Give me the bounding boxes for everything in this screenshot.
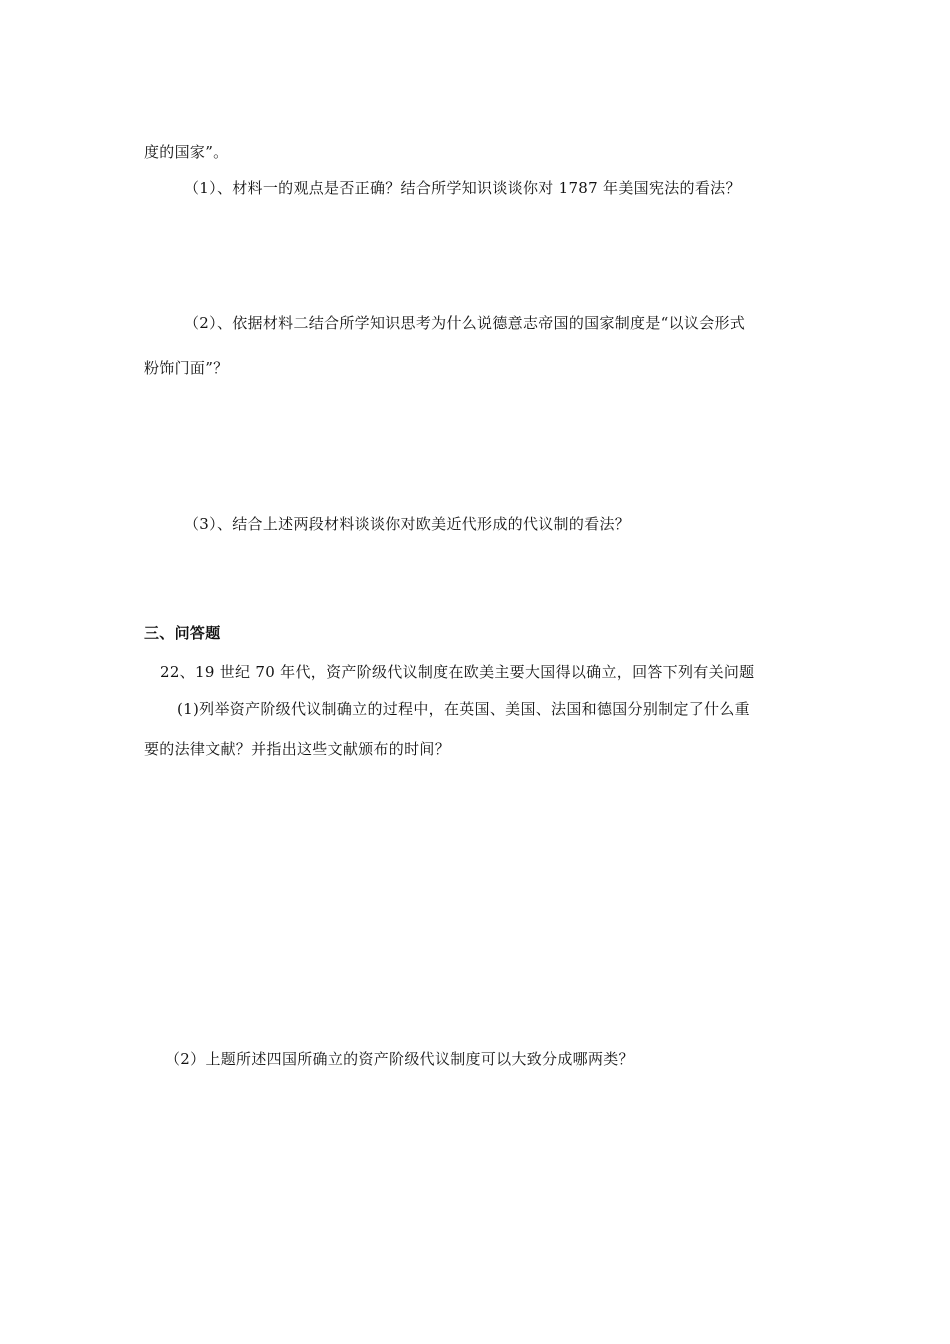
question-2-text: （2）、依据材料二结合所学知识思考为什么说德意志帝国的国家制度是“以议会形式 — [184, 314, 746, 332]
question-1-text: （1）、材料一的观点是否正确？结合所学知识谈谈你对 1787 年美国宪法的看法？ — [184, 179, 741, 197]
question-2-text-continued: 粉饰门面”？ — [144, 359, 229, 377]
sub-question-2-text: （2）上题所述四国所确立的资产阶级代议制度可以大致分成哪两类？ — [165, 1050, 634, 1068]
section-heading: 三、问答题 — [144, 624, 221, 643]
material-two-ending: 度的国家”。 — [144, 143, 229, 161]
question-22-intro: 22、19 世纪 70 年代，资产阶级代议制度在欧美主要大国得以确立，回答下列有关问题 — [160, 663, 755, 681]
sub-question-1-text: (1)列举资产阶级代议制确立的过程中，在英国、美国、法国和德国分别制定了什么重 — [177, 700, 750, 718]
question-3-text: （3）、结合上述两段材料谈谈你对欧美近代形成的代议制的看法？ — [184, 515, 631, 533]
sub-question-1-continued: 要的法律文献？并指出这些文献颁布的时间？ — [144, 740, 451, 758]
